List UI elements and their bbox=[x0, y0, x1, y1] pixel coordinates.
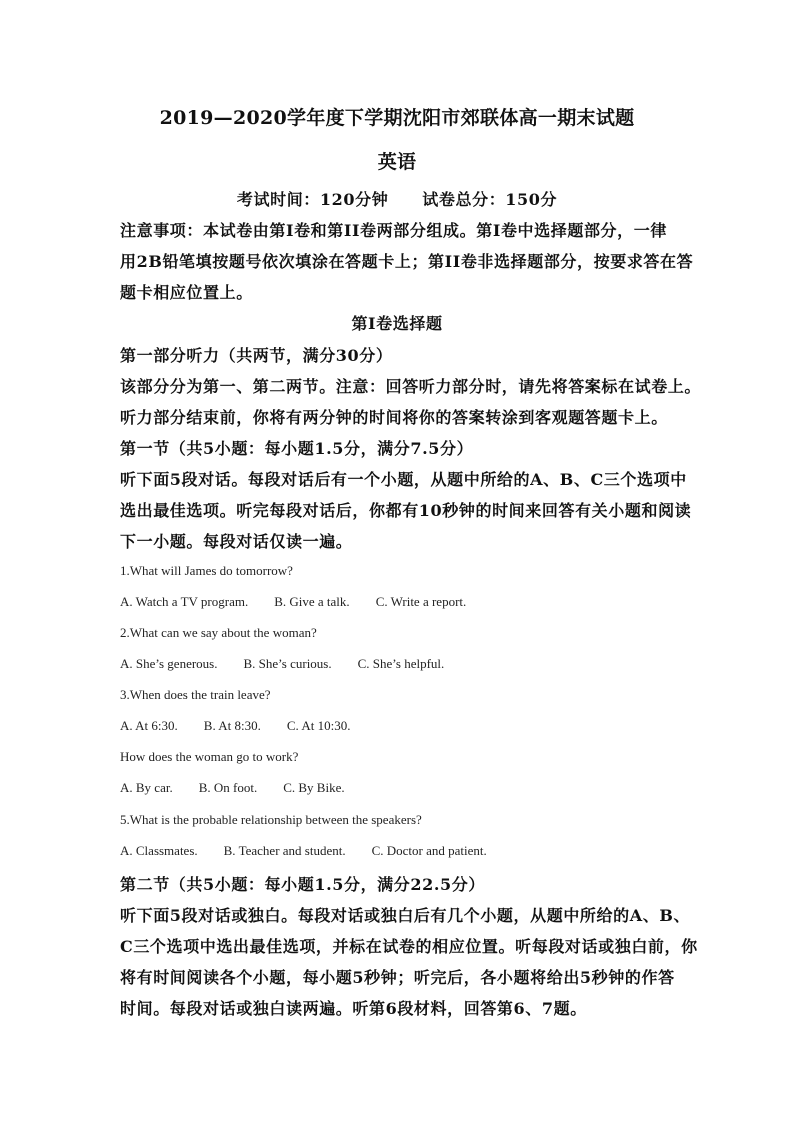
notice-line: 题卡相应位置上。 bbox=[120, 283, 253, 302]
part1-instruction: 听力部分结束前，你将有两分钟的时间将你的答案转涂到客观题答题卡上。 bbox=[120, 408, 668, 427]
question-5: 5.What is the probable relationship between the speakers? bbox=[120, 812, 422, 827]
section2-instruction: 听下面5段对话或独白。每段对话或独白后有几个小题，从题中所给的A、B、 bbox=[120, 906, 691, 925]
options-5 bbox=[120, 843, 487, 859]
notice-line: 用2B铅笔填按题号依次填涂在答题卡上；第II卷非选择题部分，按要求答在答 bbox=[120, 252, 694, 271]
option-c: C. Doctor and patient. bbox=[371, 843, 487, 858]
option-a: A. At 6:30. bbox=[120, 718, 178, 733]
option-b: B. At 8:30. bbox=[203, 718, 261, 733]
options-2 bbox=[120, 656, 444, 672]
notice-line: 注意事项：本试卷由第I卷和第II卷两部分组成。第I卷中选择题部分，一律 bbox=[120, 221, 667, 240]
option-c: C. By Bike. bbox=[283, 780, 345, 795]
question-2: 2.What can we say about the woman? bbox=[120, 625, 317, 640]
option-c: C. At 10:30. bbox=[286, 718, 351, 733]
section2-heading: 第二节（共5小题：每小题1.5分，满分22.5分） bbox=[120, 875, 485, 894]
exam-time: 考试时间：120分钟 bbox=[236, 190, 389, 209]
subject-title: 英语 bbox=[377, 151, 417, 173]
options-3 bbox=[120, 718, 350, 734]
section2-instruction: C三个选项中选出最佳选项，并标在试卷的相应位置。听每段对话或独白前，你 bbox=[120, 937, 698, 956]
options-4 bbox=[120, 780, 345, 796]
exam-title: 2019—2020学年度下学期沈阳市郊联体高一期末试题 bbox=[159, 107, 635, 129]
section1-instruction: 下一小题。每段对话仅读一遍。 bbox=[120, 532, 353, 551]
total-score: 试卷总分：150分 bbox=[422, 190, 558, 209]
section1-heading: 第一节（共5小题：每小题1.5分，满分7.5分） bbox=[120, 439, 474, 458]
question-3: 3.When does the train leave? bbox=[120, 687, 271, 702]
option-a: A. She’s generous. bbox=[120, 656, 218, 671]
part1-heading: 第一部分听力（共两节，满分30分） bbox=[120, 346, 393, 365]
question-1: 1.What will James do tomorrow? bbox=[120, 563, 293, 578]
section2-instruction: 将有时间阅读各个小题，每小题5秒钟；听完后，各小题将给出5秒钟的作答 bbox=[120, 968, 675, 987]
option-b: B. On foot. bbox=[198, 780, 258, 795]
section1-instruction: 听下面5段对话。每段对话后有一个小题，从题中所给的A、B、C三个选项中 bbox=[120, 470, 687, 489]
option-b: B. She’s curious. bbox=[243, 656, 332, 671]
section1-instruction: 选出最佳选项。听完每段对话后，你都有10秒钟的时间来回答有关小题和阅读 bbox=[120, 501, 692, 520]
volume-title: 第I卷选择题 bbox=[351, 314, 443, 333]
option-b: B. Give a talk. bbox=[274, 594, 350, 609]
option-c: C. Write a report. bbox=[375, 594, 467, 609]
exam-info bbox=[0, 187, 794, 210]
option-a: A. By car. bbox=[120, 780, 173, 795]
options-1 bbox=[120, 594, 466, 610]
option-a: A. Classmates. bbox=[120, 843, 198, 858]
option-a: A. Watch a TV program. bbox=[120, 594, 249, 609]
part1-instruction: 该部分分为第一、第二两节。注意：回答听力部分时，请先将答案标在试卷上。 bbox=[120, 377, 702, 396]
question-4: How does the woman go to work? bbox=[120, 749, 299, 764]
option-b: B. Teacher and student. bbox=[223, 843, 346, 858]
option-c: C. She’s helpful. bbox=[357, 656, 445, 671]
section2-instruction: 时间。每段对话或独白读两遍。听第6段材料，回答第6、7题。 bbox=[120, 999, 587, 1018]
